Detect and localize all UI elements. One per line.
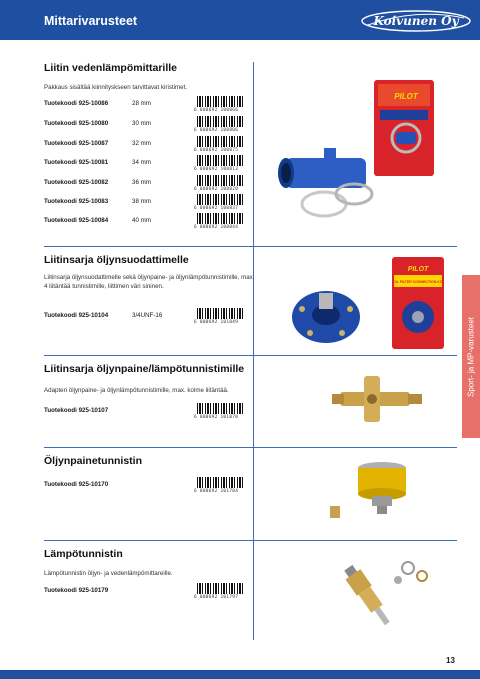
section-divider: [44, 540, 457, 541]
product-code: Tuotekoodi 925-10170: [44, 481, 109, 488]
product-code: Tuotekoodi 925-10179: [44, 587, 109, 594]
product-spec: 30 mm: [132, 120, 151, 127]
section-desc-1: Pakkaus sisältää kiinnityskseen tarvittavat kiristimet.: [44, 84, 188, 91]
product-code: Tuotekoodi 925-10104: [44, 312, 109, 319]
oil-filter-kit-image: [280, 255, 455, 355]
product-code: Tuotekoodi 925-10081: [44, 159, 109, 166]
product-spec: 36 mm: [132, 179, 151, 186]
oil-pressure-sensor-image: [320, 454, 430, 526]
barcode: 6 000692 100820: [194, 175, 246, 195]
section-divider: [44, 246, 457, 247]
section-desc-3: Adapteri öljynpaine- ja öljynlämpötunnistimille, max. kolme liitäntää.: [44, 387, 229, 394]
product-spec: 32 mm: [132, 140, 151, 147]
header-bar: [0, 0, 480, 40]
barcode: 6 000692 100875: [194, 136, 246, 156]
koivunen-logo: [360, 8, 472, 34]
product-spec: 38 mm: [132, 198, 151, 205]
section-title-1: Liitin vedenlämpömittarille: [44, 62, 178, 74]
column-divider: [253, 62, 254, 640]
section-title-2: Liitinsarja öljynsuodattimelle: [44, 254, 189, 266]
temperature-sensor-image: [328, 558, 438, 638]
logo-text: Koivunen Oy: [373, 14, 459, 28]
barcode: 6 000692 100844: [194, 213, 246, 233]
section-title-3: Liitinsarja öljynpaine/lämpötunnistimille: [44, 363, 245, 375]
product-code: Tuotekoodi 925-10107: [44, 407, 109, 414]
package-text: OIL FILTER CONNECTION KIT: [393, 280, 443, 284]
package-label: PILOT: [394, 92, 418, 101]
barcode: 6 000692 100813: [194, 155, 246, 175]
page-number: 13: [446, 656, 455, 665]
barcode: 6 000692 101704: [194, 477, 246, 497]
product-spec: 40 mm: [132, 217, 151, 224]
section-desc-5: Lämpötunnistin öljyn- ja vedenlämpömittareille.: [44, 570, 173, 577]
product-spec: 34 mm: [132, 159, 151, 166]
footer-bar: [0, 670, 480, 679]
section-desc-2: Liitinsarja öljynsuodattimelle sekä öljynpaine- ja öljynlämpötunnistimille, max. 4 liitäntää tunnistimille, liittimen väri sininen.: [44, 274, 255, 290]
sensor-adapter-image: [330, 372, 430, 428]
package-label: PILOT: [407, 266, 429, 273]
side-tab: [462, 275, 480, 438]
side-tab-label: Sport- ja MP-varusteet: [466, 316, 476, 397]
product-code: Tuotekoodi 925-10082: [44, 179, 109, 186]
product-code: Tuotekoodi 925-10086: [44, 100, 109, 107]
product-spec: 28 mm: [132, 100, 151, 107]
barcode: 6 000692 101049: [194, 308, 246, 328]
barcode: 6 000692 100837: [194, 194, 246, 214]
product-spec: 3/4UNF-16: [132, 312, 163, 319]
barcode: 6 000692 101070: [194, 403, 246, 423]
section-title-5: Lämpötunnistin: [44, 548, 123, 560]
barcode: 6 000692 101797: [194, 583, 246, 603]
barcode: 6 000692 100866: [194, 96, 246, 116]
product-code: Tuotekoodi 925-10083: [44, 198, 109, 205]
barcode: 6 000692 100806: [194, 116, 246, 136]
product-code: Tuotekoodi 925-10084: [44, 217, 109, 224]
product-code: Tuotekoodi 925-10087: [44, 140, 109, 147]
section-divider: [44, 447, 457, 448]
water-connector-image: [266, 76, 456, 236]
page-title: Mittarivarusteet: [44, 14, 138, 28]
section-divider: [44, 355, 457, 356]
section-title-4: Öljynpainetunnistin: [44, 455, 143, 467]
product-code: Tuotekoodi 925-10080: [44, 120, 109, 127]
